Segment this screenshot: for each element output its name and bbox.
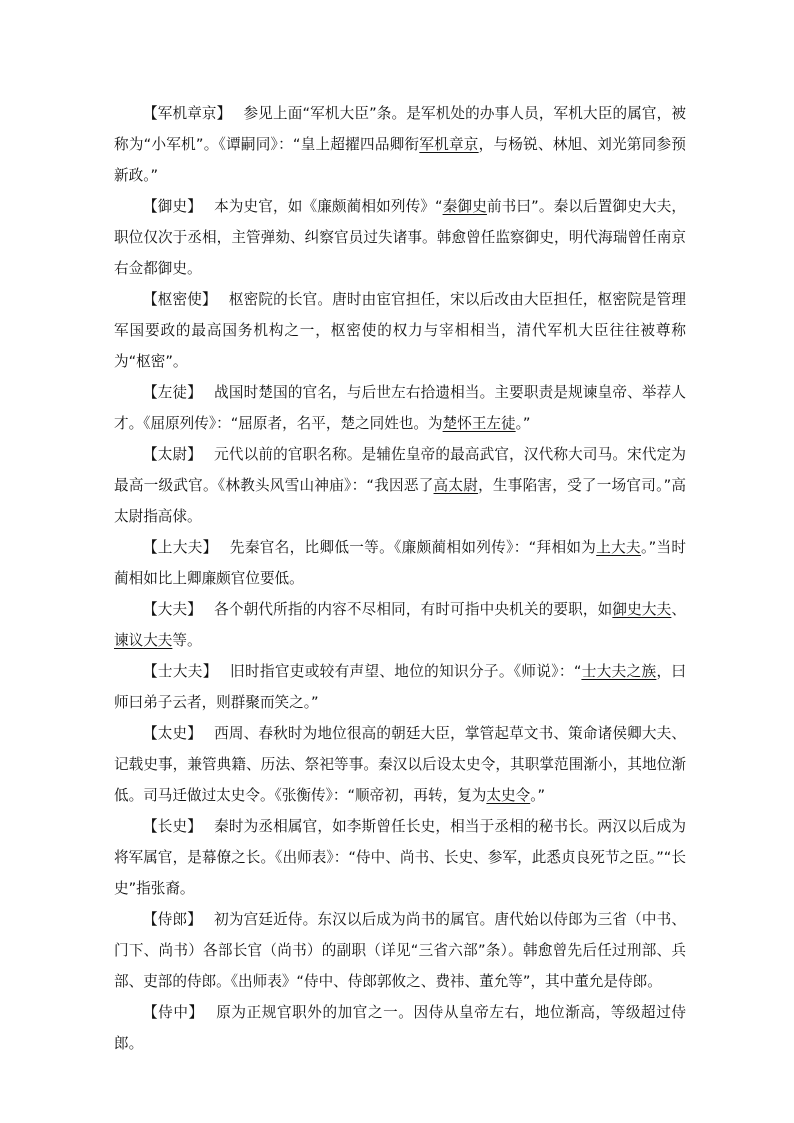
entry-text: 前书曰”。秦以后置御史大夫，职位仅次于丞相，主管弹劾、纠察官员过失诸事。韩愈曾任监察御史，明代海瑞曾任南京右佥都御史。 — [114, 198, 687, 277]
entry-text: 秦时为丞相属官，如李斯曾任长史，相当于丞相的秘书长。两汉以后成为将军属官，是幕僚之长。《出师表》：“侍中、尚书、长史、参军，此悉贞良死节之臣。”“长史”指张裔。 — [114, 818, 686, 897]
entry-text: 初为宫廷近侍。东汉以后成为尚书的属官。唐代始以侍郎为三省（中书、门下、尚书）各部长官（尚书）的副职（详见“三省六部”条）。韩愈曾先后任过刑部、兵部、吏部的侍郎。《出师表》“侍中、侍郎郭攸之、费祎、董允等”，其中董允是侍郎。 — [114, 911, 686, 990]
entry-term: 【上大夫】 — [143, 539, 218, 556]
underlined-term: 太史令 — [486, 787, 531, 804]
entry-yushi — [114, 191, 686, 284]
entry-shumishi — [114, 284, 686, 377]
entry-term: 【枢密使】 — [143, 291, 217, 308]
entry-zhangshi — [114, 811, 686, 904]
entry-junji-zhangjing — [114, 98, 686, 191]
entry-text: ，与杨锐、林旭、刘光第同参预新政。” — [114, 136, 686, 184]
underlined-term: 士大夫之族 — [581, 663, 657, 680]
entry-term: 【御史】 — [143, 198, 202, 215]
underlined-term: 楚怀王左徒 — [442, 415, 516, 432]
entry-text: ，曰师曰弟子云者，则群聚而笑之。” — [114, 663, 686, 711]
entry-text: 。” — [515, 415, 531, 432]
glossary-entries — [114, 98, 686, 1059]
entry-term: 【侍中】 — [143, 1004, 204, 1021]
entry-term: 【士大夫】 — [143, 663, 218, 680]
entry-text: 各个朝代所指的内容不尽相同，有时可指中央机关的要职，如 — [214, 601, 613, 618]
entry-text: 本为史官，如《廉颇蔺相如列传》“ — [213, 198, 443, 215]
entry-dafu — [114, 594, 686, 656]
entry-term: 【左徒】 — [143, 384, 202, 401]
underlined-term: 上大夫 — [596, 539, 641, 556]
entry-shang-dafu — [114, 532, 686, 594]
entry-shi-dafu — [114, 656, 686, 718]
entry-text: 等。 — [172, 632, 202, 649]
entry-term: 【军机章京】 — [143, 105, 232, 122]
entry-text: 、 — [671, 601, 686, 618]
entry-taiwei — [114, 439, 686, 532]
entry-zuotu — [114, 377, 686, 439]
entry-text: 旧时指官吏或较有声望、地位的知识分子。《师说》：“ — [229, 663, 582, 680]
entry-term: 【太尉】 — [143, 446, 202, 463]
entry-text: 参见上面“军机大臣”条。是军机处的办事人员，军机大臣的属官，被称为“小军机”。《谭嗣同》：“皇上超擢四品卿衔 — [114, 105, 686, 153]
entry-text: 原为正规官职外的加官之一。因侍从皇帝左右，地位渐高，等级超过侍郎。 — [114, 1004, 686, 1052]
entry-text: ，生事陷害，受了一场官司。”高太尉指高俅。 — [114, 477, 686, 525]
underlined-term: 高太尉 — [433, 477, 479, 494]
entry-taishi — [114, 718, 686, 811]
entry-text: 。” — [530, 787, 546, 804]
entry-text: 。”当时蔺相如比上卿廉颇官位要低。 — [114, 539, 686, 587]
underlined-term: 秦御史 — [442, 198, 487, 215]
entry-text: 枢密院的长官。唐时由宦官担任，宋以后改由大臣担任，枢密院是管理军国要政的最高国务机构之一，枢密使的权力与宰相相当，清代军机大臣往往被尊称为“枢密”。 — [114, 291, 686, 370]
entry-text: 先秦官名，比卿低一等。《廉颇蔺相如列传》：“拜相如为 — [229, 539, 597, 556]
entry-term: 【长史】 — [143, 818, 202, 835]
entry-text: 西周、春秋时为地位很高的朝廷大臣，掌管起草文书、策命诸侯卿大夫、记载史事，兼管典籍、历法、祭祀等事。秦汉以后设太史令，其职掌范围渐小，其地位渐低。司马迁做过太史令。《张衡传》：“顺帝初，再转，复为 — [114, 725, 686, 804]
entry-term: 【大夫】 — [143, 601, 202, 618]
entry-term: 【侍郎】 — [143, 911, 202, 928]
entry-text: 战国时楚国的官名，与后世左右拾遗相当。主要职责是规谏皇帝、举荐人才。《屈原列传》：“屈原者，名平，楚之同姓也。为 — [114, 384, 686, 432]
entry-term: 【太史】 — [143, 725, 202, 742]
entry-shilang — [114, 904, 686, 997]
underlined-term: 御史大夫 — [612, 601, 672, 618]
entry-text: 元代以前的官职名称。是辅佐皇帝的最高武官，汉代称大司马。宋代定为最高一级武官。《林教头风雪山神庙》：“我因恶了 — [114, 446, 686, 494]
entry-shizhong — [114, 997, 686, 1059]
underlined-term: 军机章京 — [419, 136, 479, 153]
underlined-term: 谏议大夫 — [114, 632, 173, 649]
